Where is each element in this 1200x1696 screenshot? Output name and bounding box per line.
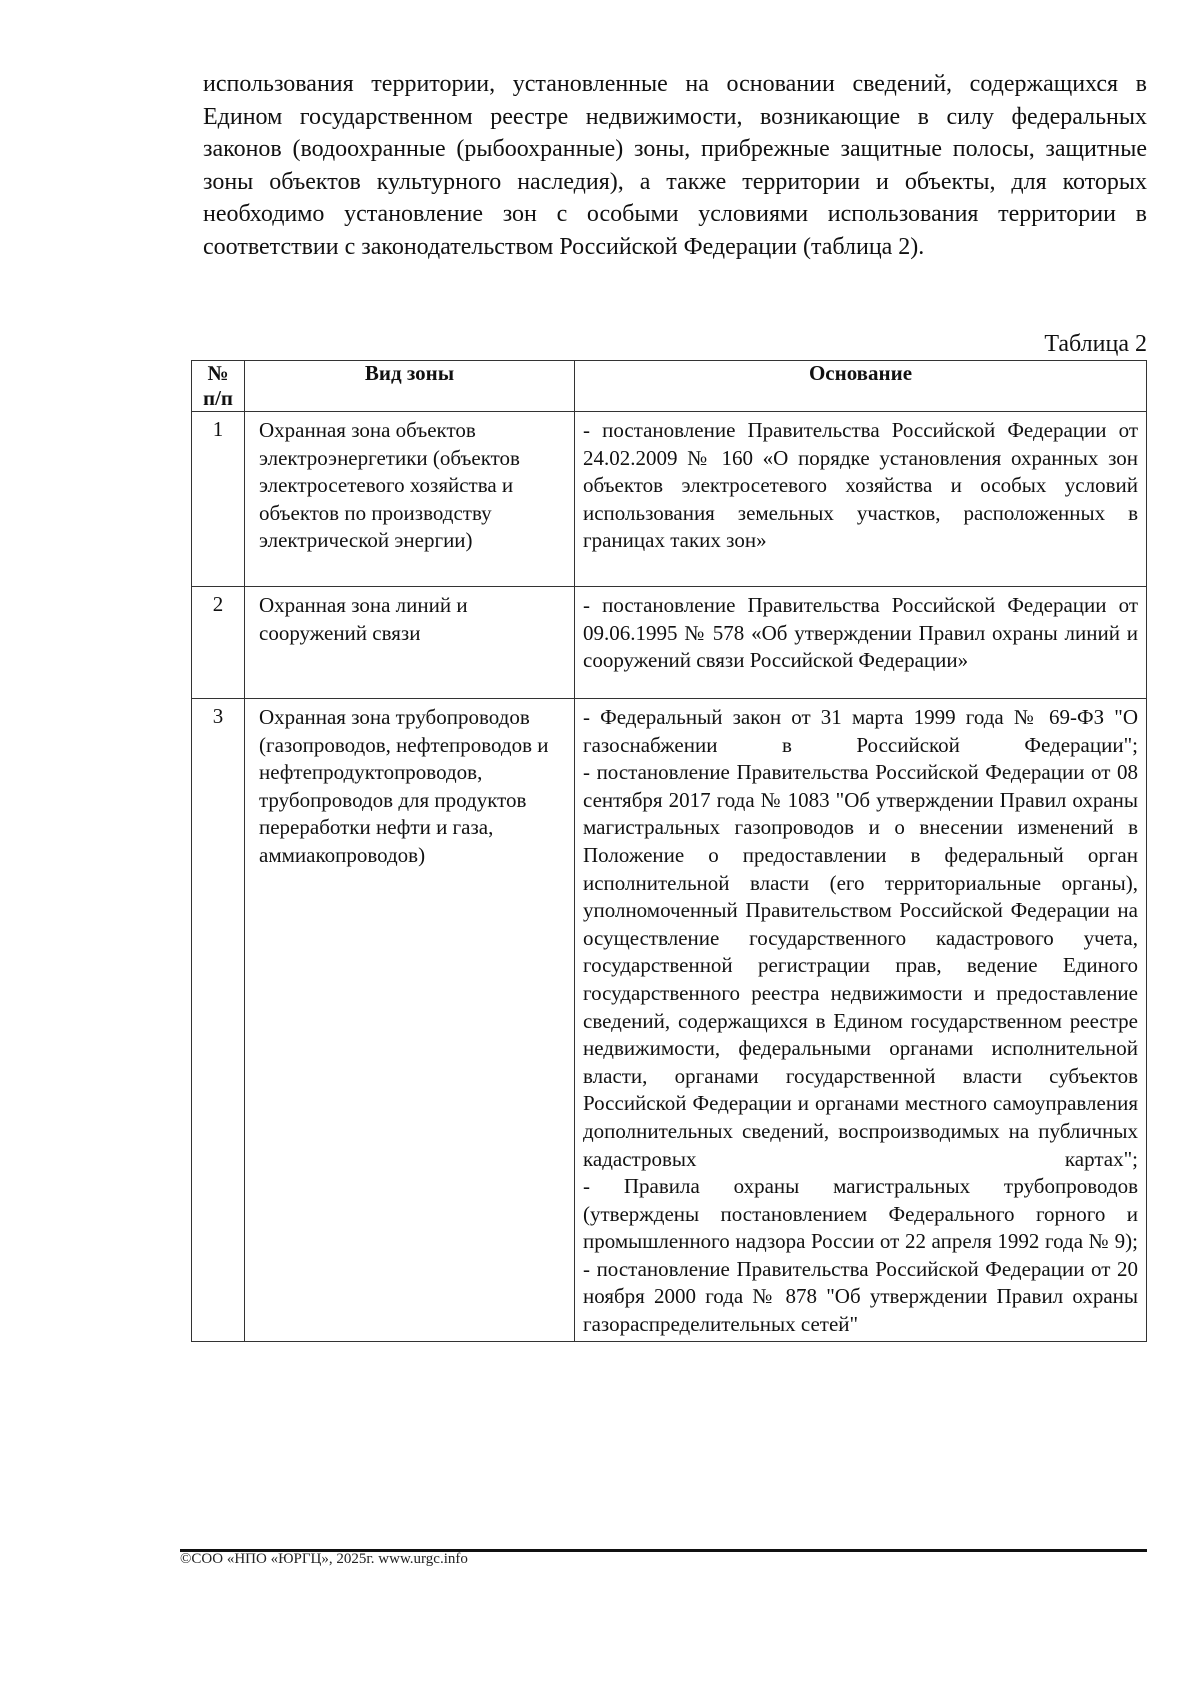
header-number-pp: п/п	[202, 386, 234, 410]
zone-type-cell: Охранная зона трубопроводов (газопроводов, нефтепроводов и нефтепродуктопроводов, трубопроводов для продуктов переработки нефти и газа, аммиакопроводов)	[245, 699, 575, 1342]
basis-item: - постановление Правительства Российской Федерации от 20 ноября 2000 года № 878 "Об утверждении Правил охраны газораспределительных сетей"	[583, 1256, 1138, 1337]
basis-item: - Правила охраны магистральных трубопроводов (утверждены постановлением Федерального горного и промышленного надзора России от 22 апреля 1992 года № 9);	[583, 1174, 1138, 1254]
zones-table	[191, 360, 1147, 1342]
basis-cell	[575, 699, 1147, 1342]
row-number: 3	[192, 699, 245, 1342]
basis-cell	[575, 587, 1147, 699]
basis-item: - постановление Правительства Российской Федерации от 24.02.2009 № 160 «О порядке установления охранных зон объектов электросетевого хозяйства и особых условий использования земельных участков, расположенных в границах таких зон»	[583, 418, 1138, 553]
table-row	[192, 587, 1147, 699]
basis-item: - постановление Правительства Российской Федерации от 09.06.1995 № 578 «Об утверждении Правил охраны линий и сооружений связи Российской Федерации»	[583, 593, 1138, 673]
table-row	[192, 699, 1147, 1342]
table-caption: Таблица 2	[1044, 331, 1147, 357]
basis-cell	[575, 412, 1147, 587]
footer-copyright: ©СОО «НПО «ЮРГЦ», 2025г. www.urgc.info	[180, 1551, 468, 1567]
intro-paragraph: использования территории, установленные на основании сведений, содержащихся в Едином государственном реестре недвижимости, возникающие в силу федеральных законов (водоохранные (рыбоохранные) зоны, прибрежные защитные полосы, защитные зоны объектов культурного наследия), а также территории и объекты, для которых необходимо установление зон с особыми условиями использования территории в соответствии с законодательством Российской Федерации (таблица 2).	[203, 71, 1147, 260]
zone-type-cell: Охранная зона объектов электроэнергетики (объектов электросетевого хозяйства и объектов по производству электрической энергии)	[245, 412, 575, 587]
table-header-row	[192, 361, 1147, 412]
table-row	[192, 412, 1147, 587]
header-number-sign: №	[207, 361, 229, 385]
header-zone-type: Вид зоны	[245, 361, 575, 412]
row-number: 1	[192, 412, 245, 587]
header-number	[192, 361, 245, 412]
zone-type-cell: Охранная зона линий и сооружений связи	[245, 587, 575, 699]
row-number: 2	[192, 587, 245, 699]
basis-item: - постановление Правительства Российской Федерации от 08 сентября 2017 года № 1083 "Об утверждении Правил охраны магистральных газопроводов и о внесении изменений в Положение о предоставлении в федеральный орган исполнительной власти (его территориальные органы), уполномоченный Правительством Российской Федерации на осуществление государственного кадастрового учета, государственной регистрации прав, ведение Единого государственного реестра недвижимости и предоставление сведений, содержащихся в Едином государственном реестре недвижимости, федеральными органами исполнительной власти, органами государственной власти субъектов Российской Федерации и органами местного самоуправления дополнительных сведений, воспроизводимых на публичных кадастровых картах";	[583, 760, 1138, 1171]
basis-item: - Федеральный закон от 31 марта 1999 года № 69-ФЗ "О газоснабжении в Российской Федерации";	[583, 705, 1138, 757]
header-basis: Основание	[575, 361, 1147, 412]
